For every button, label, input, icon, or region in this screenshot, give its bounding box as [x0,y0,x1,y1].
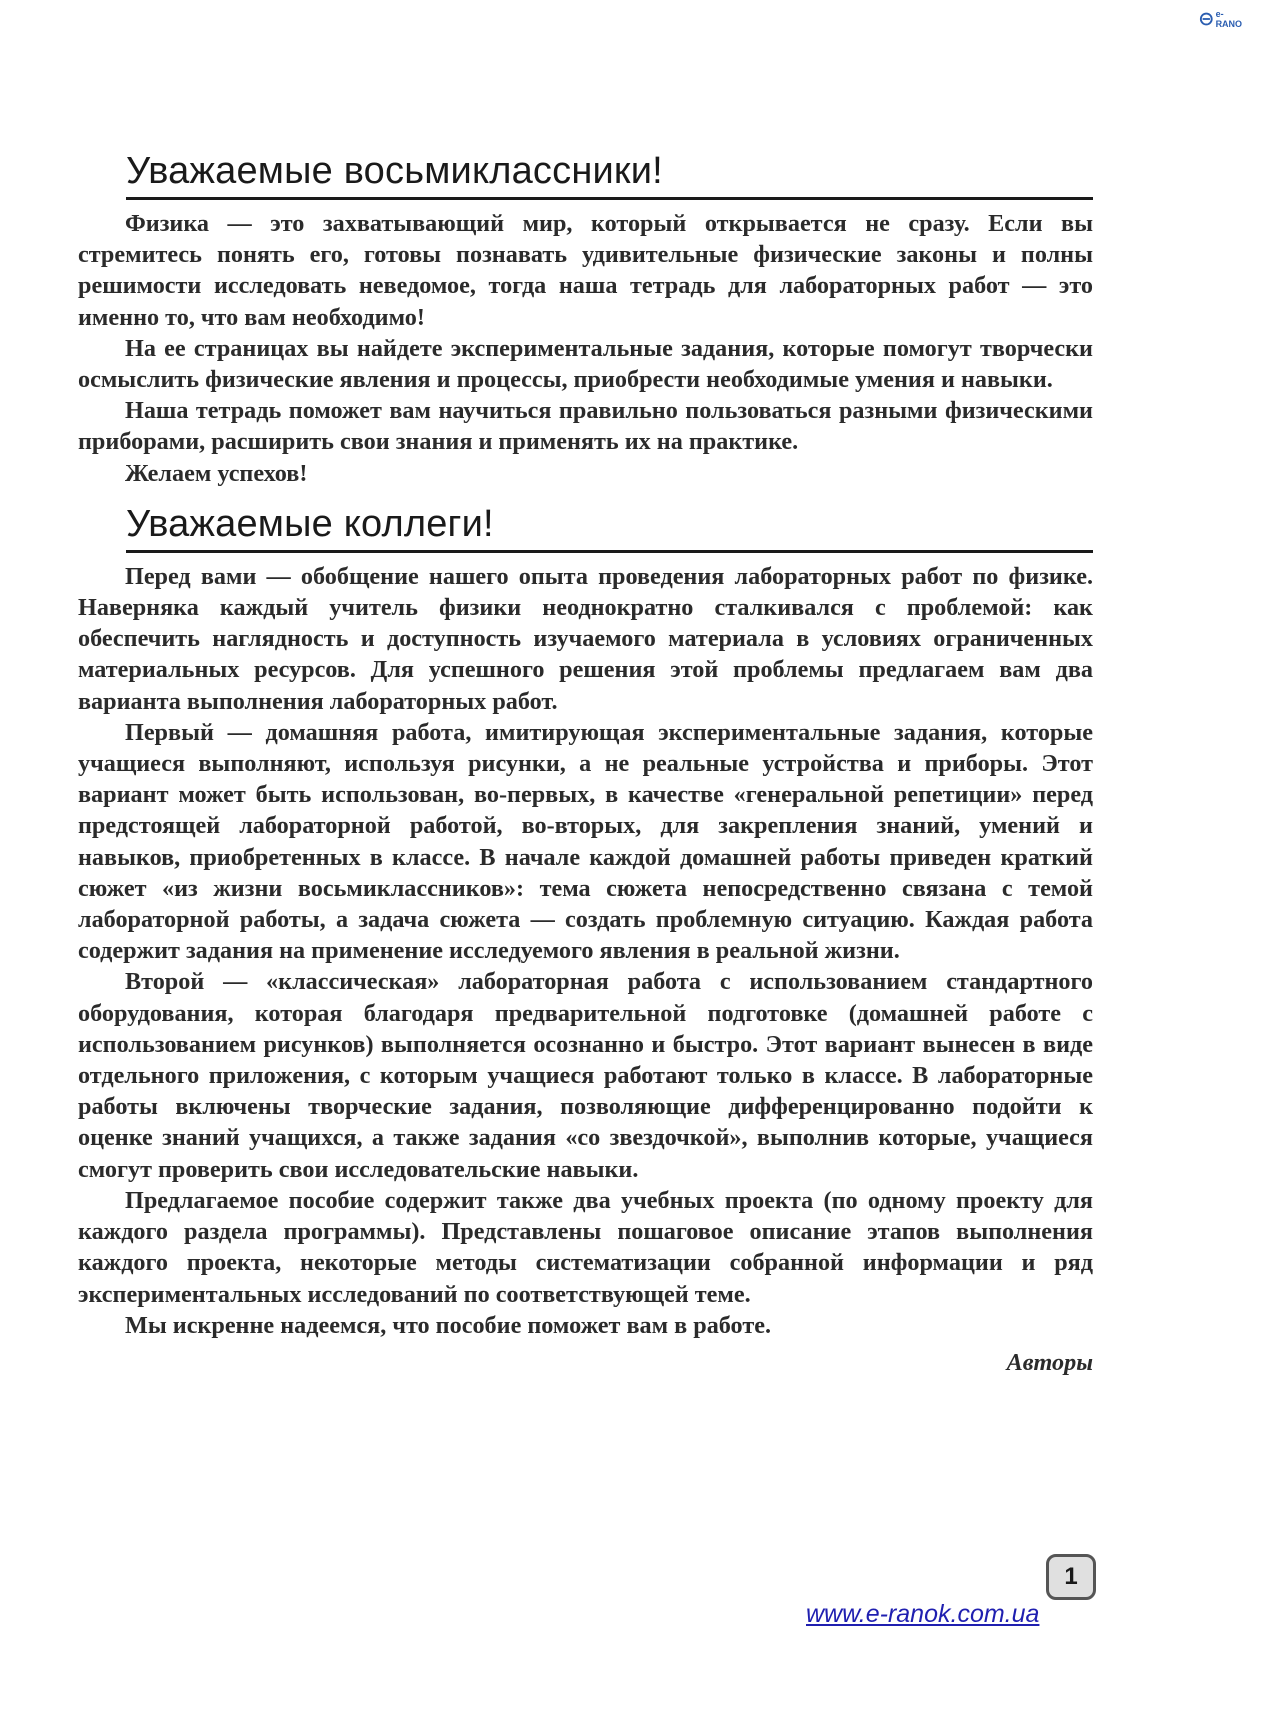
paragraph: Первый — домашняя работа, имитирующая экспериментальные задания, которые учащиеся выполняют, используя рисунки, а не реальные устройства и приборы. Этот вариант может быть использован, во-первых, в качестве «генеральной репетиции» перед предстоящей лабораторной работой, во-вторых, для закрепления знаний, умений и навыков, приобретенных в классе. В начале каждой домашней работы приведен краткий сюжет «из жизни восьмиклассников»: тема сюжета непосредственно связана с темой лабораторной работы, а задача сюжета — создать проблемную ситуацию. Каждая работа содержит задания на применение исследуемого явления в реальной жизни. [78,718,1093,965]
logo-text: e-RANO [1215,9,1243,29]
website-link[interactable]: www.e-ranok.com.ua [806,1600,1040,1628]
logo-icon [1199,11,1214,27]
section-title-students: Уважаемые восьмиклассники! [126,150,1093,200]
paragraph: Мы искренне надеемся, что пособие поможет вам в работе. [125,1311,771,1339]
section-colleagues [78,561,1093,1378]
paragraph: Предлагаемое пособие содержит также два учебных проекта (по одному проекту для каждого раздела программы). Представлены пошаговое описание этапов выполнения каждого проекта, некоторые методы систематизации собранной информации и ряд экспериментальных исследований по соответствующей теме. [78,1186,1093,1308]
page-content [78,150,1093,1378]
signature: Авторы [1006,1348,1093,1376]
publisher-logo [1199,8,1247,30]
page-number: 1 [1046,1554,1096,1600]
paragraph: Наша тетрадь поможет вам научиться правильно пользоваться разными физическими приборами, расширить свои знания и применять их на практике. [78,397,1093,456]
paragraph: Желаем успехов! [125,459,308,487]
paragraph: Физика — это захватывающий мир, который открывается не сразу. Если вы стремитесь понять его, готовы познавать удивительные физические законы и полны решимости исследовать неведомое, тогда наша тетрадь для лабораторных работ — это именно то, что вам необходимо! [78,210,1093,331]
paragraph: На ее страницах вы найдете экспериментальные задания, которые помогут творчески осмыслить физические явления и процессы, приобрести необходимые умения и навыки. [78,334,1093,394]
paragraph: Второй — «классическая» лабораторная работа с использованием стандартного оборудования, которая благодаря предварительной подготовке (домашней работе с использованием рисунков) выполняется осознанно и быстро. Этот вариант вынесен в виде отдельного приложения, с которым учащиеся работают только в классе. В лабораторные работы включены творческие задания, позволяющие дифференцированно подойти к оценке знаний учащихся, а также задания «со звездочкой», выполнив которые, учащиеся смогут проверить свои исследовательские навыки. [78,968,1093,1183]
section-title-colleagues: Уважаемые коллеги! [126,503,1093,553]
paragraph: Перед вами — обобщение нашего опыта проведения лабораторных работ по физике. Наверняка каждый учитель физики неоднократно сталкивался с проблемой: как обеспечить наглядность и доступность изучаемого материала в условиях ограниченных материальных ресурсов. Для успешного решения этой проблемы предлагаем вам два варианта выполнения лабораторных работ. [78,562,1093,715]
section-students [78,208,1093,489]
